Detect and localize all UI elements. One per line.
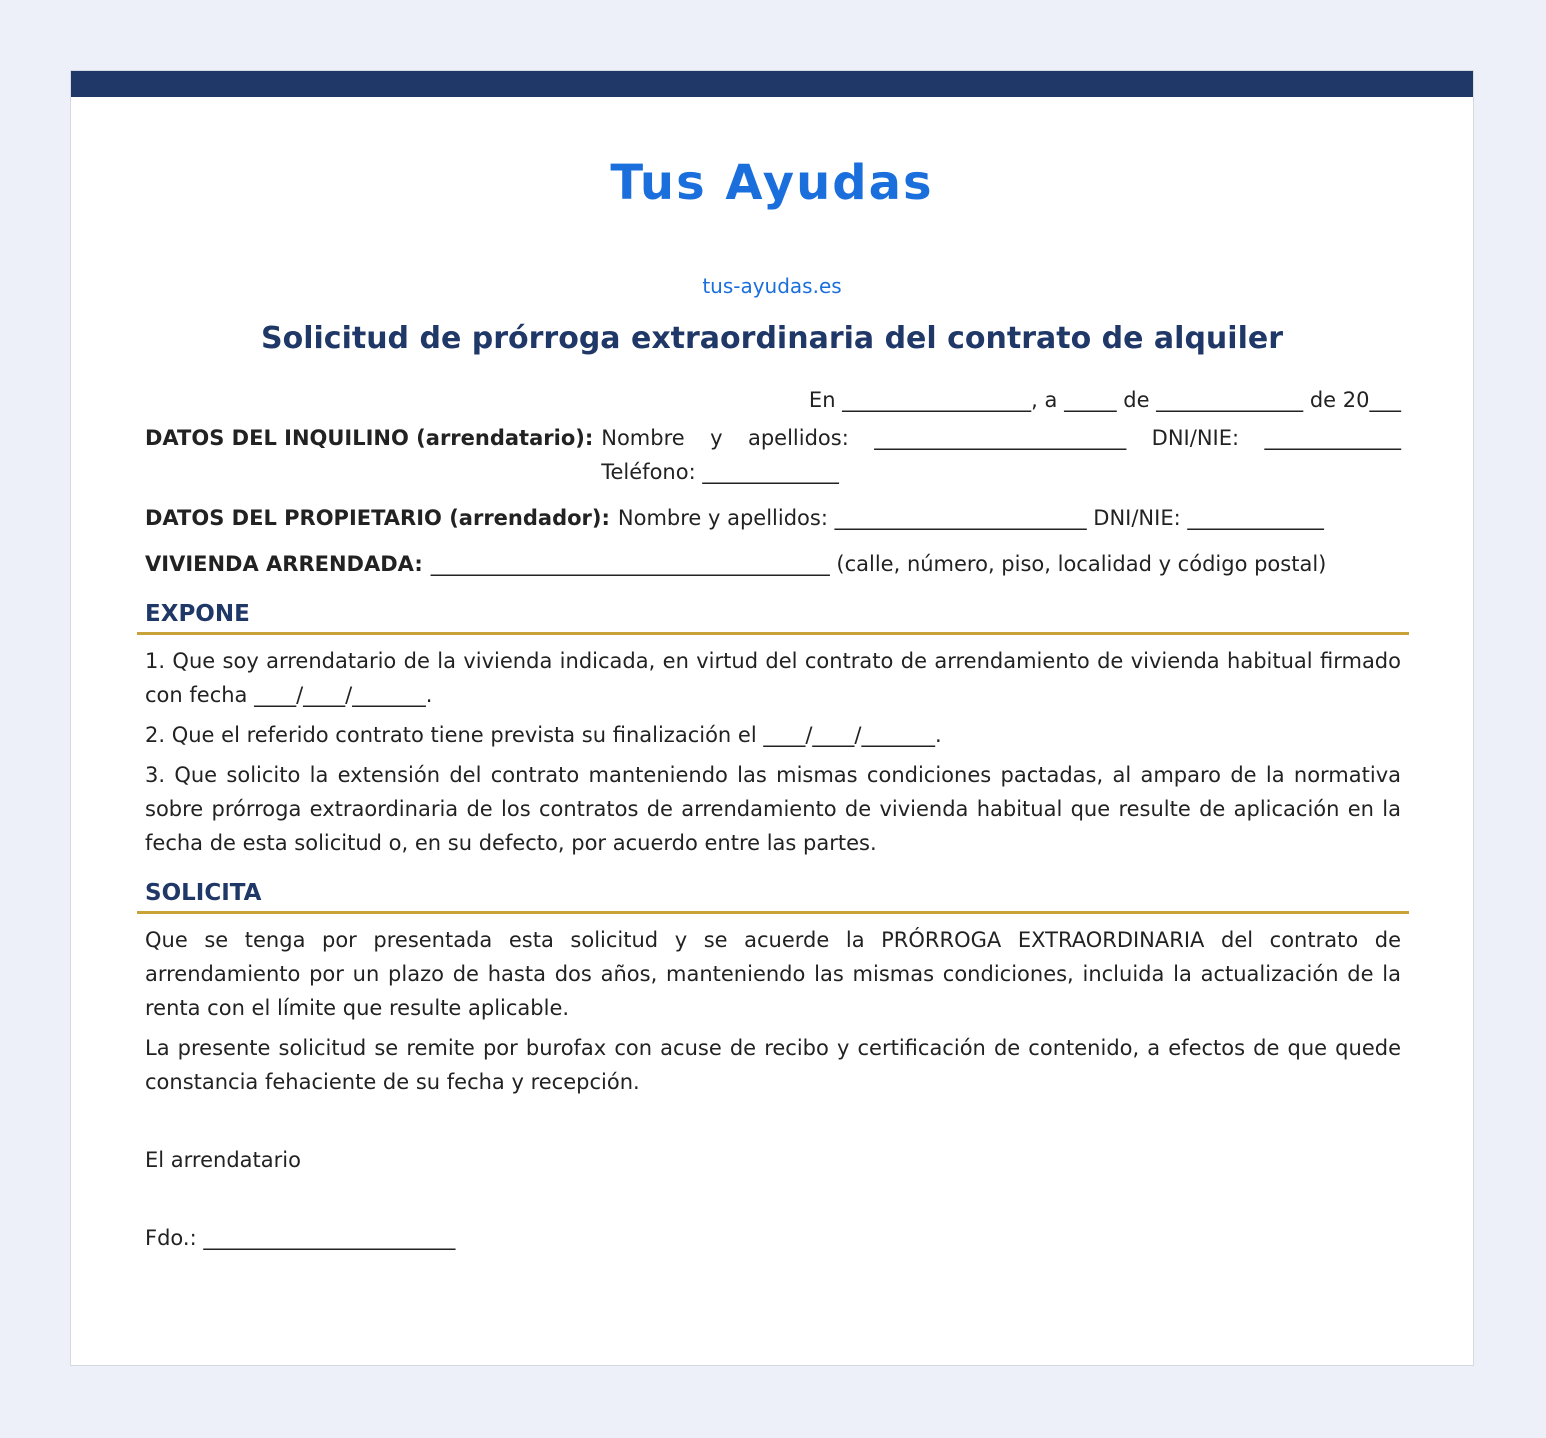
property-label: VIVIENDA ARRENDADA:: [145, 552, 423, 576]
expone-item-3: 3. Que solicito la extensión del contrato manteniendo las mismas condiciones pactadas, al amparo de la normativa sobre prórroga extraordinaria de los contratos de arrendamiento de vivienda habitual que resulte de aplicación en la fecha de esta solicitud o, en su defecto, por acuerdo entre las partes.: [145, 763, 1401, 855]
site-url[interactable]: tus-ayudas.es: [702, 274, 842, 298]
solicita-divider: [137, 911, 1409, 914]
place-date-line: En __________________, a _____ de ______________ de 20___: [808, 388, 1401, 412]
signature-line: Fdo.: ________________________: [145, 1226, 456, 1250]
property-fields: ______________________________________ (calle, número, piso, localidad y código postal): [430, 552, 1327, 576]
document-body: [145, 383, 1401, 1255]
solicita-paragraph-1: Que se tenga por presentada esta solicitud y se acuerde la PRÓRROGA EXTRAORDINARIA del contrato de arrendamiento por un plazo de hasta dos años, manteniendo las mismas condiciones, incluida la actualización de la renta con el límite que resulte aplicable.: [145, 928, 1401, 1020]
signer-label: El arrendatario: [145, 1148, 301, 1172]
expone-item-2: 2. Que el referido contrato tiene prevista su finalización el ____/____/_______.: [145, 723, 942, 747]
logo: Tus Ayudas: [610, 155, 934, 211]
solicita-paragraph-2: La presente solicitud se remite por burofax con acuse de recibo y certificación de contenido, a efectos de que quede constancia fehaciente de su fecha y recepción.: [145, 1036, 1401, 1094]
expone-divider: [137, 632, 1409, 635]
landlord-data: [145, 501, 1401, 535]
tenant-label: DATOS DEL INQUILINO (arrendatario):: [145, 426, 594, 450]
landlord-fields: Nombre y apellidos: ________________________ DNI/NIE: _____________: [617, 506, 1324, 530]
document-title: Solicitud de prórroga extraordinaria del contrato de alquiler: [261, 321, 1283, 356]
document-page: [70, 70, 1474, 1366]
solicita-heading: SOLICITA: [145, 880, 262, 906]
tenant-data: [145, 421, 1401, 489]
tenant-fields: Nombre y apellidos: ________________________ DNI/NIE: _____________ Teléfono: _____________: [601, 426, 1401, 484]
expone-item-1: 1. Que soy arrendatario de la vivienda indicada, en virtud del contrato de arrendamiento de vivienda habitual firmado con fecha ____/____/_______.: [145, 649, 1401, 707]
expone-heading: EXPONE: [145, 601, 250, 627]
header-bar: [71, 71, 1473, 97]
property-data: [145, 547, 1401, 581]
landlord-label: DATOS DEL PROPIETARIO (arrendador):: [145, 506, 610, 530]
